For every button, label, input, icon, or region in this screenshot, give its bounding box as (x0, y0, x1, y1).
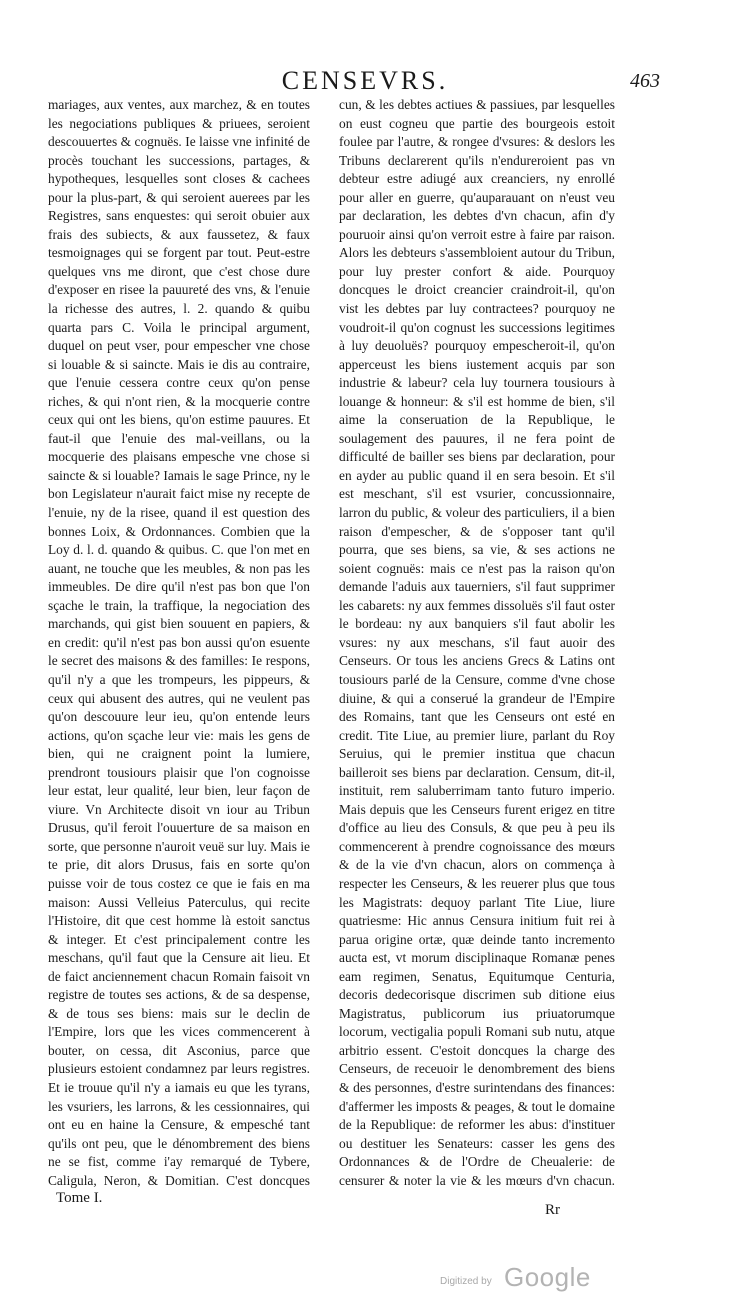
left-column (48, 96, 310, 1191)
right-column (339, 96, 615, 1191)
watermark-prefix: Digitized by (440, 1276, 492, 1287)
volume-signature: Tome I. (56, 1190, 103, 1206)
page-header (100, 66, 660, 96)
page-number: 463 (630, 70, 660, 92)
watermark-logo: Google (504, 1262, 591, 1292)
running-head: CENSEVRS. (281, 66, 449, 95)
left-column-text: mariages, aux ventes, aux marchez, & en toutes les negociations publiques & priuees, seroient descouuertes & cognuës. Ie laisse vne infinité de procès touchant les successions, partages, & hypotheques, lesquelles sont closes & cachees pour la plus-part, & qui seroient auerees par les Registres, sans enquestes: qui seroit obuier aux frais des subiects, & aux faussetez, & faux tesmoignages qui se forgent par tout. Peut-estre quelques vns me diront, que c'est chose dure d'exposer en risee la pauureté des vns, & l'enuie la richesse des autres, l. 2. quando & quibu quarta pars C. Voila le principal argument, duquel on peut vser, pour empescher vne chose si louable & si saincte. Mais ie dis au contraire, que l'enuie cessera contre ceux qu'on pense riches, & qui n'ont rien, & la mocquerie contre ceux qui ont les biens, qu'on estime pauures. Et faut-il que l'enuie des mal-veillans, ou la mocquerie des plaisans empesche vne chose si saincte & si louable? Iamais le sage Prince, ny le bon Legislateur n'aurait faict mise ny recepte de l'enuie, ny de la risee, quand il est question des bonnes Loix, & Ordonnances. Combien que la Loy d. l. d. quando & quibus. C. que l'on met en auant, ne touche que les meubles, & non pas les immeubles. De dire qu'il n'est pas bon que l'on sçache le train, la traffique, la negociation des marchands, qui gist bien souuent en papiers, & en credit: qu'il n'est pas bon aussi qu'on esuente le secret des maisons & des familles: Ie respons, qu'il n'y a que les trompeurs, les pippeurs, & ceux qui abusent des autres, qui ne veulent pas qu'on descouure leur ieu, qu'on entende leurs actions, qu'on sçache leur vie: mais les gens de bien, qui ne craignent point la lumiere, prendront tousiours plaisir que l'on cognoisse leur estat, leur qualité, leur bien, leur façon de viure. Vn Architecte disoit vn iour au Tribun Drusus, qu'il feroit l'ouuerture de sa maison en sorte, que personne n'auroit veuë sur luy. Mais ie te prie, dit alors Drusus, fais en sorte qu'on puisse voir de tous costez ce que ie fais en ma maison: Aussi Velleius Paterculus, qui recite l'Histoire, dit que cest homme là estoit sanctus & integer. Et c'est principalement contre les meschans, qu'il faut que la Censure ait lieu. Et de faict anciennement chacun Romain faisoit vn registre de toutes ses actions, & de sa despense, & de tous ses biens: mais sur le declin de l'Empire, lors que les vices commencerent à bouter, on cessa, dit Asconius, parce que plusieurs estoient condamnez par leurs registres. Et ie trouue qu'il n'y a iamais eu que les tyrans, les vsuriers, les larrons, & les cessionnaires, qui ont eu en haine la Censure, & empesché tant qu'ils ont peu, que le dénombrement des biens ne se fist, comme i'ay remarqué de Tybere, Caligula, Neron, & Domitian. C'est doncques (48, 97, 310, 1188)
right-column-text: cun, & les debtes actiues & passiues, par lesquelles on eust cogneu que partie des bourgeois estoit foulee par l'autre, & rongee d'vsures: & deslors les Tribuns declarerent qu'ils n'endureroient pas vn debteur estre adiugé aux creanciers, ny enrollé pour aller en guerre, qu'auparauant on n'eust veu par declaration, les debtes d'vn chacun, afin d'y pouruoir ainsi qu'on verroit estre à faire par raison. Alors les debteurs s'assembloient autour du Tribun, pour luy prester confort & aide. Pourquoy doncques le droict creancier craindroit-il, qu'on vist les debtes par luy contractees? pourquoy ne voudroit-il qu'on cognust les successions legitimes à luy deuoluës? pourquoy empescheroit-il, qu'on apperceust les biens iustement acquis par son industrie & labeur? cela luy tournera tousiours à louange & honneur: & s'il est homme de bien, s'il aime la conseruation de la Republique, le soulagement des pauures, il ne fera point de difficulté de bailler ses biens par declaration, pour en ayder au public quand il en sera besoin. Et s'il est meschant, s'il est vsurier, concussionnaire, larron du public, & voleur des particuliers, il a bien raison d'empescher, & de s'opposer tant qu'il pourra, que ses biens, sa vie, & ses actions ne soient cognuës: mais ce n'est pas la raison qu'on demande l'aduis aux tauerniers, s'il faut supprimer les cabarets: ny aux femmes dissoluës s'il faut oster le bordeau: ny aux banquiers s'il faut abolir les vsures: ny aux meschans, s'il faut auoir des Censeurs. Or tous les anciens Grecs & Latins ont tousiours parlé de la Censure, comme d'vne chose diuine, & qui a conserué la grandeur de l'Empire des Romains, tant que les Censeurs ont esté en credit. Tite Liue, au premier liure, parlant du Roy Seruius, qui le premier institua que chacun bailleroit ses biens par declaration. Censum, dit-il, instituit, rem saluberrimam tanto futuro imperio. Mais depuis que les Censeurs furent erigez en titre d'office au lieu des Consuls, & que peu à peu ils commencerent à prendre cognoissance des mœurs & de la vie d'vn chacun, alors on commença à respecter les Censeurs, & les reuerer plus que tous les Magistrats: dequoy parlant Tite Liue, liure quatriesme: Hic annus Censura initium fuit rei à parua origine ortæ, quæ deinde tanto incremento aucta est, vt morum disciplinaque Romanæ penes eam regimen, Senatus, Equitumque Centuria, decoris dedecorisque discrimen sub ditione eius Magistratus, publicorum ius priuatorumque locorum, vectigalia populi Romani sub nutu, atque arbitrio essent. C'estoit doncques la charge des Censeurs, de receuoir le denombrement des biens & des personnes, d'estre surintendans des finances: d'affermer les imposts & peages, & tout le domaine de la Republique: de reformer les abus: d'instituer ou destituer les Senateurs: casser les gens des Ordonnances & de l'Ordre de Cheualerie: de censurer & noter la vie & les mœurs d'vn chacun. (339, 97, 615, 1188)
gathering-mark: Rr (545, 1202, 560, 1218)
digitization-watermark (440, 1262, 620, 1296)
